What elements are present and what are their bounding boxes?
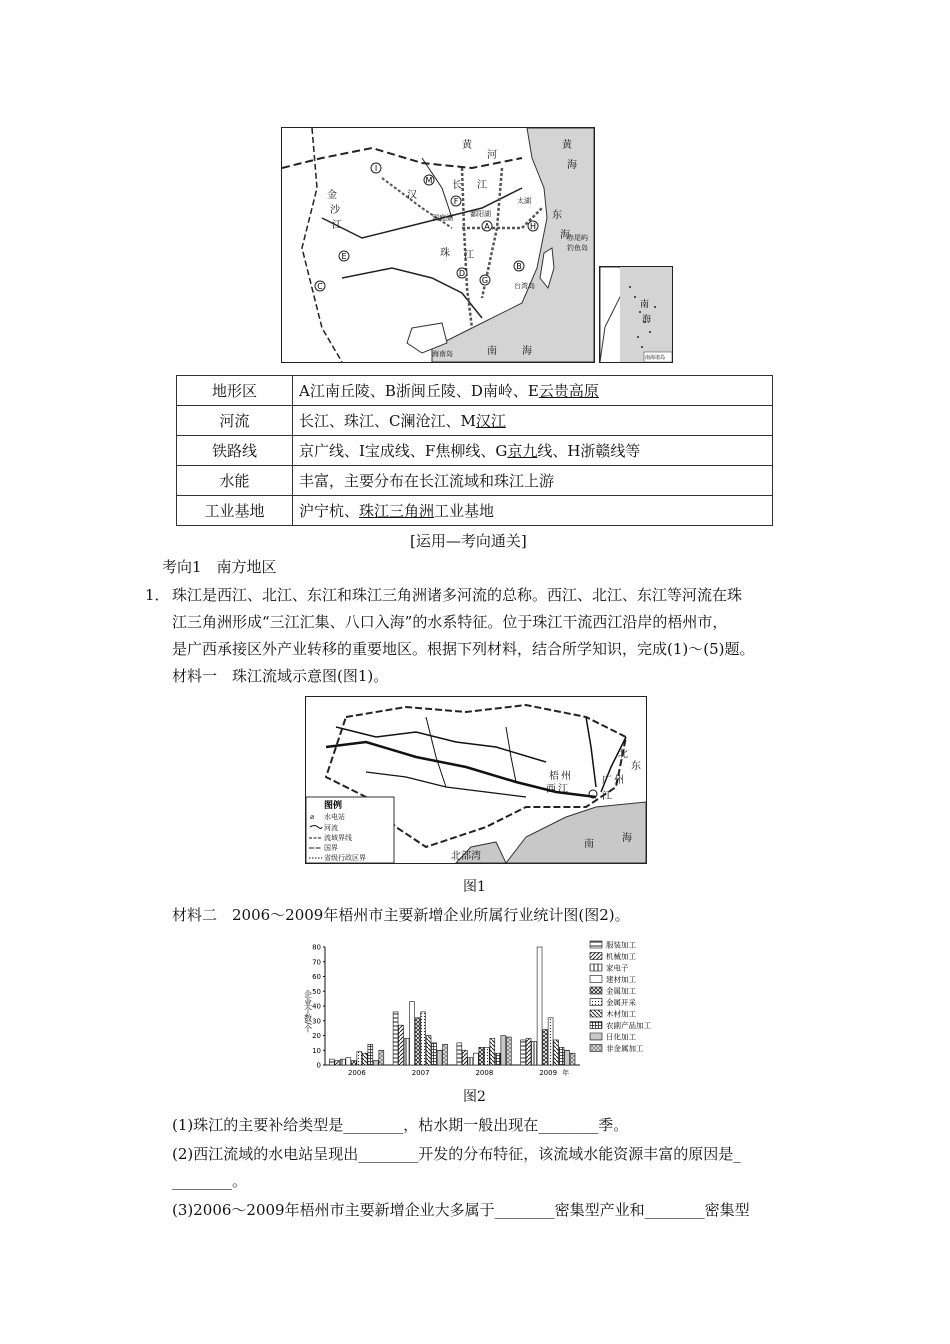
table-row bbox=[177, 496, 773, 526]
svg-text:H: H bbox=[529, 222, 537, 231]
svg-text:汉: 汉 bbox=[407, 190, 417, 201]
svg-text:C: C bbox=[317, 282, 323, 291]
bar bbox=[393, 1012, 398, 1065]
svg-text:台湾岛: 台湾岛 bbox=[514, 282, 535, 290]
svg-text:河: 河 bbox=[487, 150, 497, 161]
x-tick-label: 2008 bbox=[475, 1069, 494, 1077]
svg-text:东: 东 bbox=[552, 210, 562, 221]
bar bbox=[468, 1058, 473, 1065]
bar bbox=[457, 1043, 462, 1065]
topic-heading: 考向1 南方地区 bbox=[162, 558, 277, 576]
x-tick-label: 2009 bbox=[539, 1069, 558, 1077]
svg-text:南海诸岛: 南海诸岛 bbox=[645, 355, 666, 361]
table-head-cell: 工业基地 bbox=[177, 496, 293, 526]
svg-text:黄: 黄 bbox=[562, 140, 572, 151]
subquestion-2-continued: ________。 bbox=[172, 1172, 248, 1190]
material-two-label: 材料二 2006～2009年梧州市主要新增企业所属行业统计图(图2)。 bbox=[172, 906, 630, 924]
x-axis-label: 年 bbox=[562, 1069, 570, 1077]
x-tick-label: 2007 bbox=[411, 1069, 430, 1077]
svg-text:省级行政区界: 省级行政区界 bbox=[324, 854, 366, 862]
svg-text:A: A bbox=[484, 222, 490, 231]
bar bbox=[335, 1061, 340, 1065]
y-tick-label: 80 bbox=[312, 943, 321, 952]
bar bbox=[473, 1053, 478, 1065]
table-value-cell: 沪宁杭、珠江三角洲工业基地 bbox=[293, 496, 773, 526]
table-value-cell: 丰富，主要分布在长江流域和珠江上游 bbox=[293, 466, 773, 496]
svg-text:B: B bbox=[516, 262, 522, 271]
table-value-cell: A江南丘陵、B浙闽丘陵、D南岭、E云贵高原 bbox=[293, 376, 773, 406]
svg-text:洞庭湖: 洞庭湖 bbox=[432, 214, 453, 222]
bar bbox=[559, 1047, 564, 1065]
svg-text:海: 海 bbox=[567, 160, 577, 171]
legend-swatch bbox=[590, 1045, 602, 1052]
bar bbox=[415, 1018, 420, 1065]
svg-text:南: 南 bbox=[640, 300, 650, 310]
bar bbox=[432, 1043, 437, 1065]
table-row bbox=[177, 436, 773, 466]
legend-label: 农副产品加工 bbox=[606, 1021, 651, 1030]
bar bbox=[462, 1050, 467, 1065]
svg-text:I: I bbox=[374, 164, 378, 173]
y-tick-label: 50 bbox=[312, 987, 321, 996]
bar bbox=[501, 1036, 506, 1066]
legend-label: 建材加工 bbox=[606, 975, 636, 984]
y-tick-label: 10 bbox=[312, 1046, 321, 1055]
y-tick-label: 30 bbox=[312, 1017, 321, 1026]
svg-text:M: M bbox=[425, 176, 433, 185]
svg-text:梧: 梧 bbox=[549, 771, 559, 782]
bar bbox=[565, 1050, 570, 1065]
y-tick-label: 60 bbox=[312, 973, 321, 981]
section-title: [运用—考向通关] bbox=[410, 532, 527, 550]
svg-text:州: 州 bbox=[561, 771, 571, 782]
bar bbox=[554, 1040, 559, 1065]
bar bbox=[532, 1041, 537, 1065]
table-head-cell: 河流 bbox=[177, 406, 293, 436]
table-head-cell: 地形区 bbox=[177, 376, 293, 406]
south-china-sea-inset bbox=[599, 266, 673, 363]
svg-text:江: 江 bbox=[558, 784, 568, 795]
svg-text:河流: 河流 bbox=[324, 824, 338, 832]
svg-text:赤尾屿: 赤尾屿 bbox=[567, 234, 588, 242]
svg-text:E: E bbox=[341, 252, 347, 261]
legend-label: 服装加工 bbox=[606, 940, 636, 950]
svg-text:黄: 黄 bbox=[462, 140, 472, 151]
bar bbox=[537, 947, 542, 1065]
table-row bbox=[177, 406, 773, 436]
legend-swatch bbox=[590, 999, 602, 1006]
svg-text:金: 金 bbox=[327, 190, 337, 201]
x-tick-label: 2006 bbox=[347, 1069, 366, 1077]
svg-text:⌀: ⌀ bbox=[310, 813, 315, 821]
svg-text:鄱阳湖: 鄱阳湖 bbox=[470, 210, 491, 218]
inset-svg bbox=[600, 267, 672, 362]
svg-text:长: 长 bbox=[452, 180, 462, 191]
south-china-map-svg bbox=[282, 128, 594, 362]
svg-text:水电站: 水电站 bbox=[324, 813, 345, 821]
bar bbox=[526, 1038, 531, 1065]
bar bbox=[368, 1044, 373, 1065]
bar bbox=[484, 1047, 489, 1065]
subquestion-1: (1)珠江的主要补给类型是________，枯水期一般出现在________季。 bbox=[172, 1116, 629, 1134]
question-text-line: 珠江是西江、北江、东江和珠江三角洲诸多河流的总称。西江、北江、东江等河流在珠 bbox=[172, 586, 743, 604]
bar bbox=[410, 1002, 415, 1065]
material-one-label: 材料一 珠江流域示意图(图1)。 bbox=[172, 667, 389, 685]
svg-text:G: G bbox=[481, 276, 489, 285]
subquestion-3: (3)2006～2009年梧州市主要新增企业大多属于________密集型产业和________密集型 bbox=[172, 1201, 750, 1219]
svg-text:江: 江 bbox=[602, 791, 612, 802]
question-text-line: 江三角洲形成“三江汇集、八口入海”的水系特征。位于珠江干流西江沿岸的梧州市， bbox=[172, 613, 728, 631]
legend-swatch bbox=[590, 953, 602, 960]
table-head-cell: 水能 bbox=[177, 466, 293, 496]
bar bbox=[357, 1052, 362, 1065]
bar bbox=[479, 1047, 484, 1065]
legend-swatch bbox=[590, 1022, 602, 1029]
legend-label: 金属开采 bbox=[606, 998, 636, 1007]
legend-label: 木材加工 bbox=[606, 1009, 636, 1019]
svg-text:流域界线: 流域界线 bbox=[324, 834, 352, 842]
svg-text:海南岛: 海南岛 bbox=[432, 350, 453, 358]
table-head-cell: 铁路线 bbox=[177, 436, 293, 466]
y-axis-label: 企业个数/个 bbox=[303, 990, 313, 1033]
svg-text:西: 西 bbox=[546, 784, 556, 795]
svg-text:钓鱼岛: 钓鱼岛 bbox=[567, 244, 588, 252]
svg-text:F: F bbox=[453, 197, 459, 206]
svg-text:沙: 沙 bbox=[330, 205, 340, 216]
legend-label: 金属加工 bbox=[606, 986, 636, 996]
legend-label: 机械加工 bbox=[606, 952, 636, 961]
y-tick-label: 20 bbox=[312, 1032, 321, 1040]
legend-label: 非金属加工 bbox=[606, 1044, 644, 1053]
legend-swatch bbox=[590, 987, 602, 994]
bar bbox=[421, 1012, 426, 1065]
bar bbox=[437, 1050, 442, 1065]
legend-swatch bbox=[590, 976, 602, 983]
svg-text:南: 南 bbox=[487, 346, 497, 357]
bar bbox=[340, 1059, 345, 1065]
region-summary-table bbox=[176, 375, 773, 526]
svg-text:珠: 珠 bbox=[440, 248, 450, 259]
svg-text:海: 海 bbox=[622, 833, 632, 844]
svg-text:江: 江 bbox=[332, 220, 342, 231]
y-tick-label: 70 bbox=[312, 958, 321, 967]
svg-text:海: 海 bbox=[522, 346, 532, 357]
question-number: 1． bbox=[145, 586, 170, 604]
bar bbox=[351, 1061, 356, 1065]
legend-label: 家电子 bbox=[606, 963, 629, 973]
figure1-caption: 图1 bbox=[463, 879, 486, 895]
table-value-cell: 京广线、I宝成线、F焦柳线、G京九线、H浙赣线等 bbox=[293, 436, 773, 466]
svg-text:海: 海 bbox=[560, 230, 570, 241]
legend-swatch bbox=[590, 964, 602, 971]
y-tick-label: 0 bbox=[316, 1061, 321, 1070]
question-text-line: 是广西承接区外产业转移的重要地区。根据下列材料，结合所学知识，完成(1)～(5)题。 bbox=[172, 640, 755, 658]
bar bbox=[570, 1053, 575, 1065]
table-row bbox=[177, 466, 773, 496]
pearl-river-basin-map bbox=[305, 696, 647, 864]
bar bbox=[548, 1018, 553, 1065]
figure2-caption: 图2 bbox=[463, 1089, 486, 1105]
bar bbox=[379, 1050, 384, 1065]
y-tick-label: 40 bbox=[312, 1002, 321, 1011]
industry-bar-chart-svg bbox=[300, 940, 670, 1080]
bar bbox=[426, 1036, 431, 1066]
svg-text:广: 广 bbox=[602, 775, 612, 786]
chart-legend bbox=[590, 940, 651, 1053]
table-row bbox=[177, 376, 773, 406]
bar bbox=[443, 1044, 448, 1065]
svg-text:海: 海 bbox=[642, 315, 652, 325]
svg-text:国界: 国界 bbox=[324, 844, 338, 852]
legend-swatch bbox=[590, 1033, 602, 1040]
svg-text:南: 南 bbox=[584, 839, 594, 850]
bar bbox=[362, 1053, 367, 1065]
bar bbox=[346, 1058, 351, 1065]
legend-label: 日化加工 bbox=[606, 1032, 636, 1042]
bar bbox=[495, 1053, 500, 1065]
industry-bar-chart bbox=[300, 940, 670, 1080]
bar bbox=[329, 1059, 334, 1065]
pearl-river-map-svg bbox=[306, 697, 646, 863]
bar bbox=[404, 1038, 409, 1065]
svg-text:北部湾: 北部湾 bbox=[451, 851, 481, 862]
svg-text:江: 江 bbox=[477, 180, 487, 191]
bar bbox=[490, 1038, 495, 1065]
svg-text:D: D bbox=[458, 269, 466, 278]
bar bbox=[373, 1061, 378, 1065]
south-china-map bbox=[281, 127, 595, 363]
subquestion-2: (2)西江流域的水电站呈现出________开发的分布特征，该流域水能资源丰富的原因是_ bbox=[172, 1145, 741, 1163]
legend-title: 图例 bbox=[324, 801, 343, 811]
table-value-cell: 长江、珠江、C澜沧江、M汉江 bbox=[293, 406, 773, 436]
legend-swatch bbox=[590, 941, 602, 948]
svg-text:北: 北 bbox=[618, 749, 628, 760]
svg-text:太湖: 太湖 bbox=[517, 197, 531, 205]
svg-text:东: 东 bbox=[631, 761, 641, 772]
bar bbox=[521, 1040, 526, 1065]
legend-swatch bbox=[590, 1010, 602, 1017]
svg-text:江: 江 bbox=[464, 250, 474, 261]
plot-area bbox=[304, 944, 581, 1078]
bar bbox=[399, 1025, 404, 1065]
svg-text:州: 州 bbox=[614, 775, 624, 786]
bar bbox=[506, 1037, 511, 1065]
bar bbox=[543, 1030, 548, 1065]
